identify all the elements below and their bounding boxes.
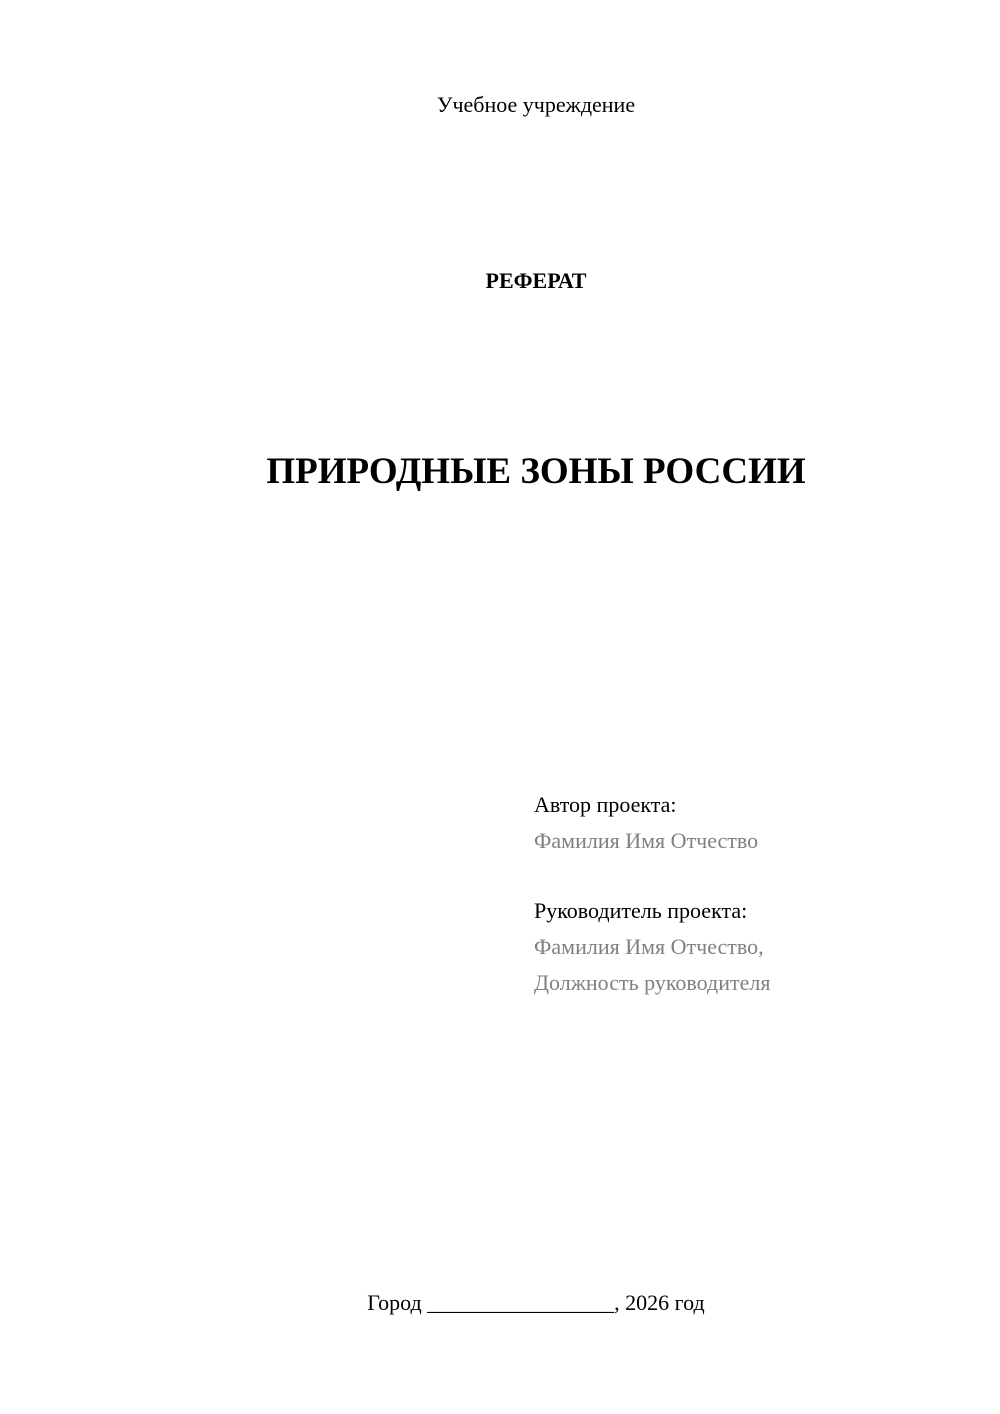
document-type: РЕФЕРАТ	[485, 268, 587, 293]
supervisor-label: Руководитель проекта:	[534, 898, 748, 923]
credits-block	[534, 787, 974, 1001]
institution-name: Учебное учреждение	[436, 92, 636, 117]
document-title: ПРИРОДНЫЕ ЗОНЫ РОССИИ	[266, 451, 806, 492]
credits-spacer	[534, 859, 974, 893]
supervisor-name: Фамилия Имя Отчество,	[534, 934, 764, 959]
author-label: Автор проекта:	[534, 792, 677, 817]
author-name: Фамилия Имя Отчество	[534, 828, 759, 853]
city-year-line: Город _________________, 2026 год	[367, 1290, 705, 1315]
supervisor-position: Должность руководителя	[534, 970, 771, 995]
